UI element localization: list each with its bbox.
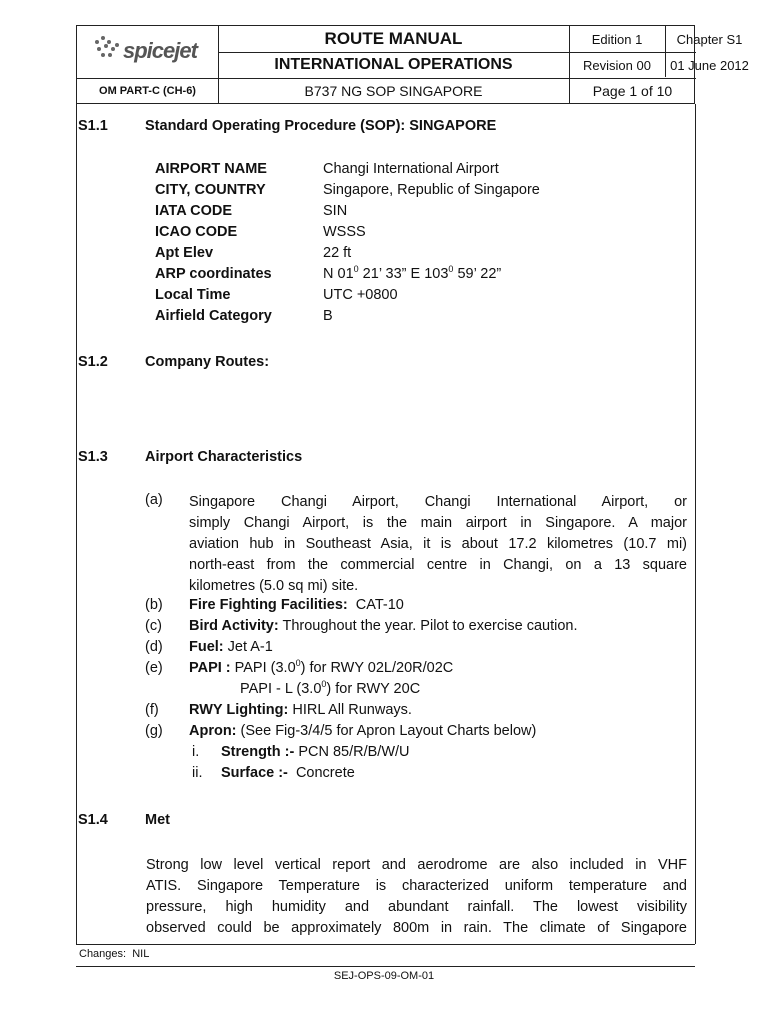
item-a-line-5: kilometres (5.0 sq mi) site. xyxy=(189,578,359,594)
item-value: PAPI $(3.0^0)$ for RWY 02L/20R/02C xyxy=(230,658,454,676)
footer-rule xyxy=(76,966,695,967)
item-label: (d) xyxy=(145,639,163,655)
item-label: ii. xyxy=(192,765,203,781)
item-e-line-2: PAPI - L $(3.0^0)$ for RWY 20C xyxy=(240,679,421,697)
item-value: (See Fig-3/4/5 for Apron Layout Charts below) xyxy=(236,723,537,739)
document-header xyxy=(76,25,749,104)
sop-title: B737 NG SOP SINGAPORE xyxy=(304,83,483,99)
item-value: PCN 85/R/B/W/U xyxy=(294,744,410,760)
revision-label: Revision 00 xyxy=(583,57,651,73)
item-value: HIRL All Runways. xyxy=(288,702,412,718)
met-line-3: pressure, high humidity and abundant rainfall. The lowest visibility xyxy=(146,899,687,915)
field-key: AIRPORT NAME xyxy=(155,161,267,177)
item-value: Jet A-1 xyxy=(223,639,273,655)
field-key: CITY, COUNTRY xyxy=(155,182,266,198)
item-a-line-1: Singapore Changi Airport, Changi International Airport, or xyxy=(189,494,687,510)
field-value: 22 ft xyxy=(323,245,352,261)
field-value: SIN xyxy=(323,203,348,219)
item-key: Strength :- xyxy=(221,744,295,760)
document-code: SEJ-OPS-09-OM-01 xyxy=(333,970,435,982)
met-line-4: observed could be approximately 800m in rain. The climate of Singapore xyxy=(146,920,687,936)
section-number: S1.4 xyxy=(78,812,108,828)
met-line-1: Strong low level vertical report and aerodrome are also included in VHF xyxy=(146,857,687,873)
item-label: i. xyxy=(192,744,200,760)
changes-label: Changes: xyxy=(79,948,127,960)
item-key: Surface :- xyxy=(221,765,288,781)
item-label: (b) xyxy=(145,597,163,613)
field-value: B xyxy=(323,308,333,324)
changes-value: NIL xyxy=(132,948,150,960)
item-label: (c) xyxy=(145,618,162,634)
item-value: CAT-10 xyxy=(347,597,404,613)
section-title: Company Routes: xyxy=(145,354,270,370)
edition-label: Edition 1 xyxy=(591,31,643,47)
section-title: Met xyxy=(145,812,170,828)
page-number: Page 1 of 10 xyxy=(592,83,673,99)
field-key: Apt Elev xyxy=(155,245,214,261)
logo-wordmark: spicejet xyxy=(123,38,197,63)
manual-title: ROUTE MANUAL xyxy=(324,29,463,48)
item-key: Bird Activity: xyxy=(189,618,279,634)
field-key: Local Time xyxy=(155,287,231,303)
item-key: PAPI : xyxy=(189,660,231,676)
item-a-line-3: aviation hub in Southeast Asia, it is about 17.2 kilometres (10.7 mi) xyxy=(189,536,687,552)
field-key: ARP coordinates xyxy=(155,266,272,282)
field-key: Airfield Category xyxy=(155,308,272,324)
field-value: WSSS xyxy=(323,224,366,240)
field-value: UTC +0800 xyxy=(323,287,398,303)
field-value: Changi International Airport xyxy=(323,161,499,177)
item-g-i xyxy=(192,744,410,760)
section-number: S1.2 xyxy=(78,354,108,370)
changes-note xyxy=(79,948,149,960)
field-key: IATA CODE xyxy=(155,203,233,219)
section-title: Airport Characteristics xyxy=(145,449,303,465)
field-value: N $01^0$ 21’ 33” E $103^0$ 59’ 22” xyxy=(323,264,502,282)
section-title: Standard Operating Procedure (SOP): SINGAPORE xyxy=(145,118,497,134)
item-a-line-4: north-east from the commercial centre in Changi, on a 13 square xyxy=(189,557,687,573)
item-label: (f) xyxy=(145,702,159,718)
date-label: 01 June 2012 xyxy=(670,57,749,73)
section-number: S1.1 xyxy=(78,118,108,134)
item-label: (e) xyxy=(145,660,163,676)
item-value: Concrete xyxy=(287,765,355,781)
page-bottom-rule xyxy=(76,944,695,945)
om-part-label: OM PART-C (CH-6) xyxy=(99,85,196,97)
item-key: Fuel: xyxy=(189,639,224,655)
item-a-line-2: simply Changi Airport, is the main airport in Singapore. A major xyxy=(189,515,687,531)
chapter-label: Chapter S1 xyxy=(676,31,743,47)
spicejet-logo xyxy=(77,26,218,78)
field-value: Singapore, Republic of Singapore xyxy=(323,182,540,198)
item-key: Apron: xyxy=(189,723,237,739)
item-key: RWY Lighting: xyxy=(189,702,289,718)
field-key: ICAO CODE xyxy=(155,224,238,240)
section-number: S1.3 xyxy=(78,449,108,465)
item-key: Fire Fighting Facilities: xyxy=(189,597,348,613)
item-label: (g) xyxy=(145,723,163,739)
item-g-ii xyxy=(192,765,355,781)
manual-subtitle: INTERNATIONAL OPERATIONS xyxy=(274,56,513,73)
page-frame-left xyxy=(76,104,77,944)
page-frame-right xyxy=(695,104,696,944)
met-line-2: ATIS. Singapore Temperature is characterized uniform temperature and xyxy=(146,878,687,894)
item-value: Throughout the year. Pilot to exercise caution. xyxy=(278,618,578,634)
item-label: (a) xyxy=(145,492,163,508)
